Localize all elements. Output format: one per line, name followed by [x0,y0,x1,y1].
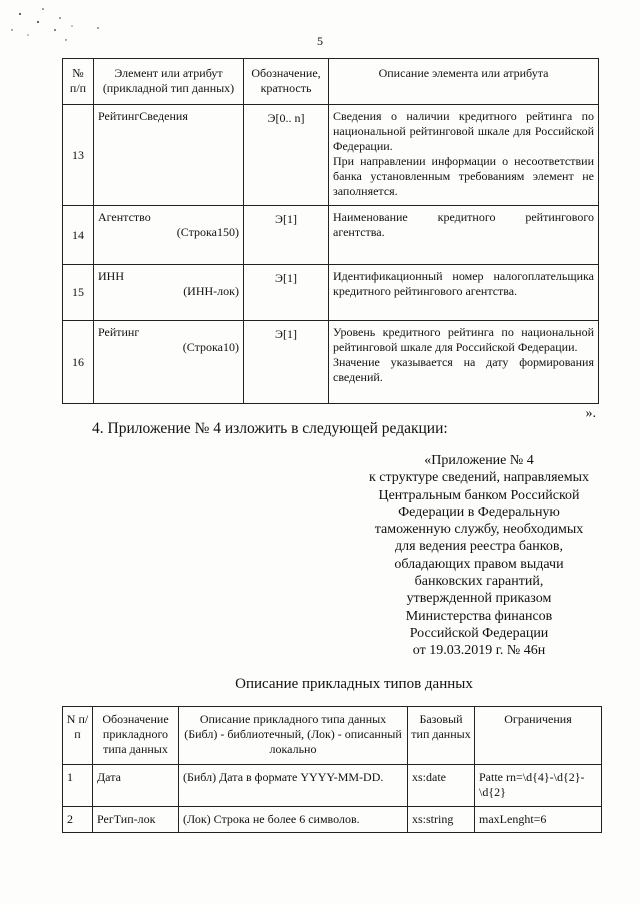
table-row [63,206,599,265]
header-num: N п/п [63,707,93,765]
table-row [63,321,599,404]
element-name: Агентство [98,210,151,224]
header-base-type: Базовый тип данных [408,707,475,765]
table-header-row [63,59,599,105]
header-code: Обозначение, кратность [244,59,329,105]
row-element [94,206,244,265]
row-description [329,105,599,206]
appendix-line: «Приложение № 4 [424,453,534,468]
row-description [329,265,599,321]
row-description: (Библ) Дата в формате YYYY-MM-DD. [179,765,408,807]
appendix-line: Министерства финансов [405,608,553,624]
data-types-table [62,706,602,833]
elements-table [62,58,599,404]
appendix-line: для ведения реестра банков, [395,539,563,555]
row-num: 15 [63,265,94,321]
table-row [63,105,599,206]
row-code: Э[1] [244,206,329,265]
element-type: (Строка150) [176,225,239,239]
appendix-line: от 19.03.2019 г. № 46н [412,643,546,659]
row-restriction: Patte rn=\d{4}-\d{2}-\d{2} [475,765,602,807]
appendix-line: к структуре сведений, направляемых [368,470,590,486]
table-row [63,807,602,833]
row-num: 1 [63,765,93,807]
table-row [63,265,599,321]
row-num: 16 [63,321,94,404]
header-name: Обозначение прикладного типа данных [93,707,179,765]
item-4-paragraph: 4. Приложение № 4 изложить в следующей редакции: [92,420,448,437]
element-type: (Строка10) [182,340,239,354]
description-line: Идентификационный номер налогоплательщика кредитного рейтингового агентства. [333,269,594,298]
appendix-line: таможенную службу, необходимых [374,522,584,538]
appendix-line: обладающих правом выдачи [394,556,564,572]
header-num: № п/п [63,59,94,105]
closing-quote: ». [585,406,596,421]
header-description: Описание элемента или атрибута [329,59,599,105]
description-line: Наименование кредитного рейтингового агентства. [333,210,594,239]
row-element [94,265,244,321]
appendix-line: Российской Федерации [409,625,549,641]
table-row [63,765,602,807]
appendix-header [340,452,618,660]
row-description [329,206,599,265]
description-line: Значение указывается на дату формирования сведений. [333,355,594,384]
appendix-line: банковских гарантий, [414,574,544,590]
row-base-type: xs:string [408,807,475,833]
row-num: 13 [63,105,94,206]
row-element [94,321,244,404]
appendix-line: Федерации в Федеральную [398,504,560,520]
header-restriction: Ограничения [475,707,602,765]
row-code: Э[1] [244,265,329,321]
header-element: Элемент или атрибут (прикладной тип данных) [94,59,244,105]
element-name: ИНН [98,269,124,283]
element-type: (ИНН-лок) [183,284,239,298]
row-description: (Лок) Строка не более 6 символов. [179,807,408,833]
appendix-line: утвержденной приказом [406,591,552,607]
row-num: 2 [63,807,93,833]
row-restriction: maxLenght=6 [475,807,602,833]
row-name: РегТип-лок [93,807,179,833]
row-description [329,321,599,404]
row-name: Дата [93,765,179,807]
header-description: Описание прикладного типа данных (Библ) - библиотечный, (Лок) - описанный локально [179,707,408,765]
table-header-row [63,707,602,765]
section-title: Описание прикладных типов данных [235,676,473,692]
element-name: РейтингСведения [98,109,188,123]
row-code: Э[0.. n] [244,105,329,206]
appendix-line: Центральным банком Российской [378,487,580,503]
row-element [94,105,244,206]
row-base-type: xs:date [408,765,475,807]
row-num: 14 [63,206,94,265]
page-number: 5 [317,34,323,48]
description-line: Сведения о наличии кредитного рейтинга по национальной рейтинговой шкале для Российской Федерации. [333,109,594,153]
description-line: Уровень кредитного рейтинга по национальной рейтинговой шкале для Российской Федерации. [333,325,594,354]
row-code: Э[1] [244,321,329,404]
element-name: Рейтинг [98,325,140,339]
description-line: При направлении информации о несоответствии банка установленным требованиям элемент не заполняется. [333,154,594,198]
